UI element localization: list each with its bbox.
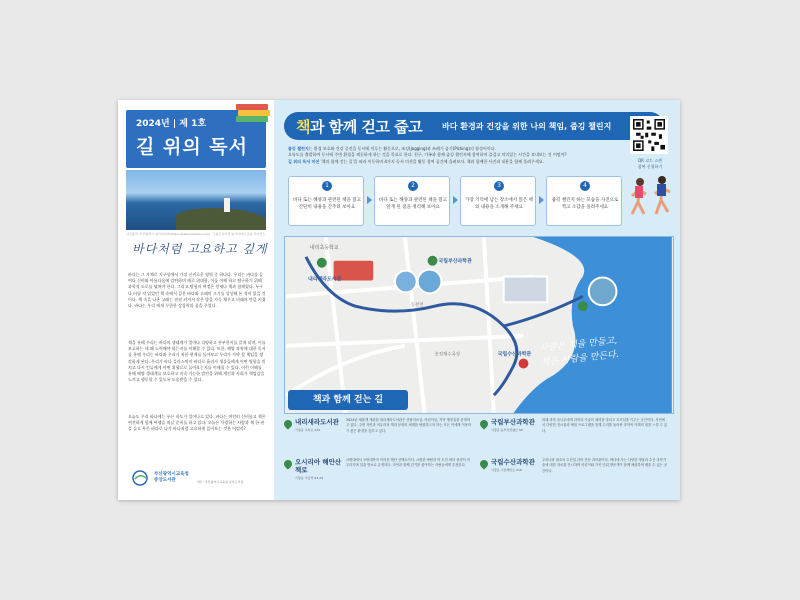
- masthead: [126, 110, 266, 168]
- coast-photo: [126, 170, 266, 230]
- photo-caption: 사진출처: 부산광역시 위키미디어(https://www.wikiwho.com) · 오륙도이미지 위키미디어 공용 라이선스: [126, 232, 265, 236]
- challenge-title: 책과 함께 걷고 줍고: [296, 118, 423, 136]
- challenge-subtitle: 바다 환경과 건강을 위한 나의 책임, 줍깅 챌린지: [442, 122, 612, 131]
- qr-caption: QR 코드 스캔 참여 신청하기: [637, 158, 663, 169]
- left-column: [118, 100, 274, 500]
- essay-paragraph-2: 책을 통해 우리는 바다의 생태계가 얼마나 다양하고 풍부한지를 알게 되며, 이를 보호하는 데 왜 노력해야 하는지를 이해할 수 있다. 또한, 해양 과학에 대한 독서를 통해 우리는 바다와 우리가 처한 현재를 돌아보고 우리가 가야 할 책임을 생각하게 된다. 우리가 바다 플라스틱이 바다로 흘러가 생물들에게 어떤 영향을 미치고 다시 인류에게 어떤 위협으로 돌아오는지를 이해할 수 있다. 이런 이해를 통해 해양 생태계를 보호하고 지속 가능한 발전을 위해 개인과 사회가 책임감을 느끼고 행동할 수 있도록 도움받을 수 있다.: [128, 340, 266, 383]
- location-pin-icon: [282, 418, 293, 429]
- qr-code-icon[interactable]: [630, 116, 668, 154]
- challenge-title-bar: [284, 112, 664, 140]
- arrow-right-icon: [453, 196, 458, 204]
- map-label: 동천천: [410, 303, 424, 309]
- map-pin-icon: [519, 359, 529, 369]
- map-label: 국립부산과학관: [438, 258, 472, 265]
- right-area: [274, 100, 680, 500]
- mission-steps: [288, 176, 618, 230]
- map-label: 국립수산과학관: [497, 351, 532, 358]
- map-pin-icon: [317, 258, 327, 268]
- mission-step: 3 가장 기억에 남는 장소에서 읽은 책의 내용을 소개해 주세요: [460, 176, 536, 226]
- issue-number: 2024년 | 제 1호: [136, 119, 207, 129]
- route-title: 책과 함께 걷는 길: [288, 390, 408, 410]
- place-item: 오시리아 해안산책로 기장읍 시랑리 63-23 시랑대에서 오랑대까지 이어진 해안 산책로이다. 시원한 바람과 탁 트인 바다 풍경이 어우러지며 일출 명소로 유명하다. 자연과 함께 걷기를 좋아하는 사람들에게 추천한다.: [284, 458, 474, 494]
- map-slogan: 사람은 책을 만들고, 책은 사람을 만든다.: [538, 335, 620, 369]
- map-pin-icon: [428, 256, 438, 266]
- location-pin-icon: [282, 458, 293, 469]
- newsletter-sheet: [118, 100, 680, 500]
- location-pin-icon: [478, 458, 489, 469]
- office-name: 부산광역시교육청 중앙도서관: [154, 472, 189, 483]
- runners-illustration-icon: [624, 170, 680, 234]
- essay-headline: 바다처럼 고요하고 깊게: [132, 242, 268, 256]
- publication-title: 길 위의 독서: [136, 136, 248, 158]
- walking-route-map[interactable]: [284, 236, 674, 414]
- books-icon: [236, 104, 270, 126]
- mission-step: 2 바다 또는 해양과 관련된 책을 읽고 앞게 된 점을 정리해 보아요: [374, 176, 450, 226]
- mission-step: 4 줍깅 챌린지 하는 모습을 사진으로 찍고 소감을 올려주세요: [546, 176, 622, 226]
- office-logo-icon: [132, 470, 152, 486]
- map-label: 내리새라도서관: [307, 276, 342, 283]
- arrow-right-icon: [367, 196, 372, 204]
- place-item: 내리새라도서관 기장읍 교리로 123 2024년 새롭게 개관한 내리새라도서관은 종합자료실, 어린이실, 지역 행정실을 운영하고 있다. 주변 자연과 어우러져 책과 문화의 세계를 탐험하고자 하는 모든 이에게 이용하기 좋은 환경을 갖추고 있다.: [284, 418, 474, 454]
- arrow-right-icon: [539, 196, 544, 204]
- credit-line: 기획 : 부산광역시교육청 중앙도서관: [196, 480, 244, 484]
- place-list: [284, 418, 674, 496]
- challenge-intro: 줍깅 챌린지는 환경 보호와 건강 증진을 동시에 이루는 활동으로, 조깅(Jogging)과 쓰레기 줍기(Picking)의 합성어이다. 오륙도를 출발하여 동시에 주변 환경을 깨끗하게 하는 것을 목표로 한다. 친구, 가족과 함께 줍깅 챌린지에 참여하며 즐겁고 의미있는 시간을 보내보는 건 어떨까? 길 위의 독서 미션 '책과 함께 걷는 길'을 따라 이동하며 4가지 독서 미션을 활동 참여 공간에 올려보자. 책과 함께한 사진과 내용을 함께 올려주세요.: [288, 146, 567, 164]
- place-item: 국립부산과학관 기장읍 동부산관광로 59 미래 과학 꿈나무에게 과학과 기술의 매력을 알리고 호기심을 키우는 공간이다. 자연에서 다양한 전시물과 체험 프로그램을 통해 우리를 둘러싼 과학적 이해의 힘을 느낄 수 있다.: [480, 418, 670, 454]
- map-label: 내리초등학교: [309, 244, 339, 251]
- map-pin-icon: [578, 301, 588, 311]
- mission-step: 1 바다 또는 해양과 관련된 책을 읽고 간단히 내용을 간추려 보아요: [288, 176, 364, 226]
- place-item: 국립수산과학관 기장읍 기장해안로 216 우리나라 최초의 수산업 과학 전문 과학관이다. 바다에 사는 다양한 생물과 수산 과학기술에 대한 자료를 전시하며 어린이와 가족 단위 방문객이 함께 체험하며 배울 수 있는 공간이다.: [480, 458, 670, 494]
- location-pin-icon: [478, 418, 489, 429]
- map-label: 송정해수욕장: [434, 352, 461, 358]
- map-photo-fisheries: [504, 277, 548, 303]
- essay-paragraph-3: 오늘도 우리 바다에는 푸른 파도가 일어나고 있다. 바다는 여전히 신비롭고 책은 여전하게 함께 여행을 떠날 준비를 하고 있다. 오늘은 사랑하는 사람과 책 한 권을 들고 푸른 바다로 나가 바다처럼 고요하게 읽어보는 것은 어떨까?: [128, 414, 266, 432]
- essay-paragraph-1: 바다는 그 자체로 지구상에서 가장 신비로운 영역 중 하나다. 우리는 바다를 들여다 신비와 아름다움에 감탄하며 때로 위대함, 이를 이해 하고 탐구하기 위해 과학적 도로를 펼쳐야 한다. 그리고 탐험의 여정은 언제나 책과 함께였다. 누구나 어릴 적 읽었던 책 속에서 깊은 바다와 고래의 크기를 상상해 본 적이 있을 것이다. 책 속을 나온 고래는 점점 커져서 작은 방을 가득 채우고 미래의 만큼 커졌다. 바다는 우리 에게 무한한 상상력과 꿈을 주었다.: [128, 272, 266, 309]
- map-photo-science: [395, 271, 417, 293]
